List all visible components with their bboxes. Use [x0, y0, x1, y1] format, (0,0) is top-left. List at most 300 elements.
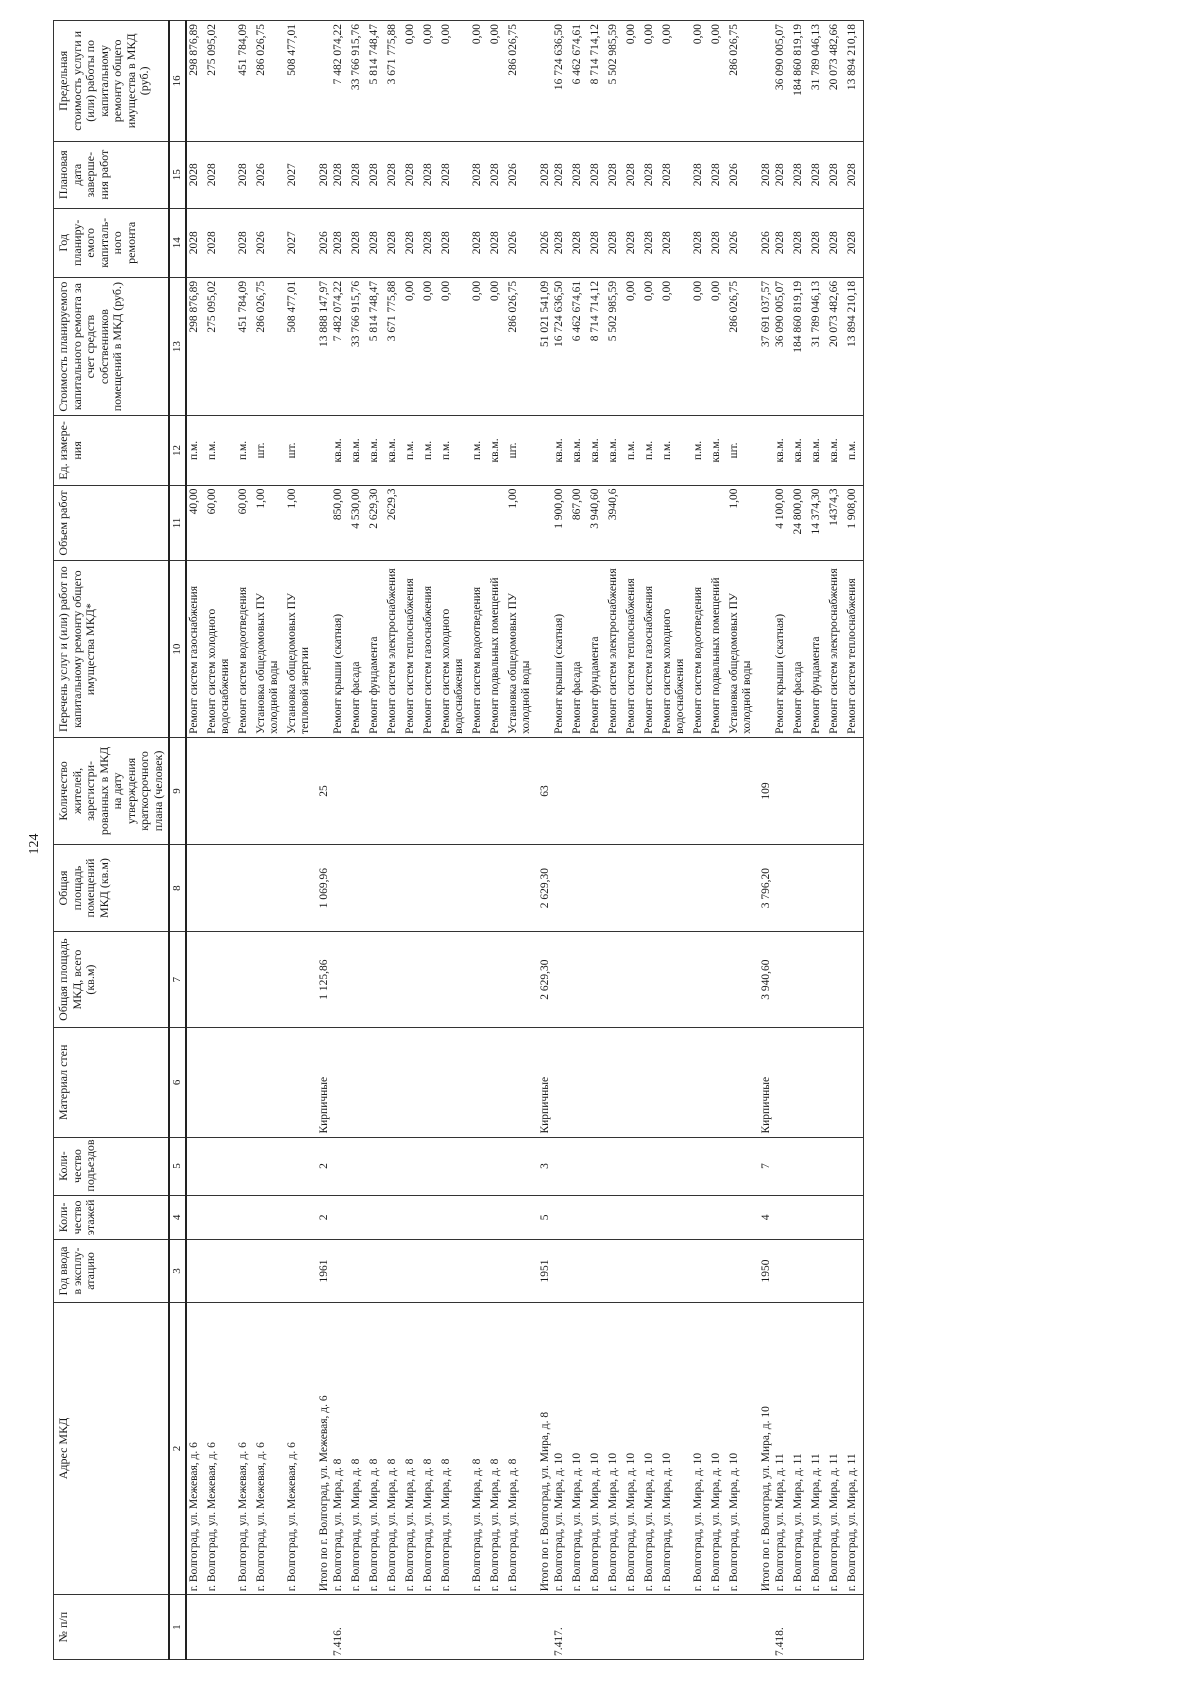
- work-type-cell: Ремонт систем водоотведения: [236, 561, 254, 737]
- work-volume-cell: [709, 485, 727, 561]
- residents-cell: [488, 737, 506, 844]
- entrances-cell: [691, 1137, 709, 1195]
- work-type-cell: Ремонт систем электроснабжения: [606, 561, 624, 737]
- residents-cell: [421, 737, 439, 844]
- premises-area-cell: [421, 845, 439, 932]
- planned-cost-cell: 33 766 915,76: [349, 277, 367, 415]
- total-area-cell: [439, 932, 470, 1028]
- completion-date-cell: 2028: [439, 141, 470, 208]
- max-cost-cell: 0,00: [403, 21, 421, 142]
- residents-cell: [205, 737, 236, 844]
- address-cell: г. Волгоград, ул. Межевая, д. 6: [205, 1302, 236, 1595]
- row-number-cell: 7.416.: [331, 1595, 349, 1660]
- unit-cell: п.м.: [660, 416, 691, 485]
- planned-cost-cell: 0,00: [439, 277, 470, 415]
- planned-year-cell: 2028: [570, 208, 588, 277]
- completion-date-cell: 2028: [758, 141, 773, 208]
- entrances-cell: [552, 1137, 570, 1195]
- planned-cost-cell: 31 789 046,13: [809, 277, 827, 415]
- total-area-cell: [186, 932, 205, 1028]
- work-volume-cell: [403, 485, 421, 561]
- address-cell: г. Волгоград, ул. Мира, д. 11: [773, 1302, 791, 1595]
- entrances-cell: [403, 1137, 421, 1195]
- entrances-cell: [506, 1137, 537, 1195]
- entrances-cell: 3: [537, 1137, 552, 1195]
- premises-area-cell: [367, 845, 385, 932]
- table-row: [349, 21, 367, 1660]
- entrances-cell: [606, 1137, 624, 1195]
- total-area-cell: [403, 932, 421, 1028]
- address-cell: г. Волгоград, ул. Мира, д. 8: [367, 1302, 385, 1595]
- entrances-cell: [709, 1137, 727, 1195]
- unit-cell: кв.м.: [488, 416, 506, 485]
- planned-year-cell: 2028: [791, 208, 809, 277]
- work-type-cell: [537, 561, 552, 737]
- total-area-cell: [331, 932, 349, 1028]
- residents-cell: [331, 737, 349, 844]
- table-row: [403, 21, 421, 1660]
- column-number: 15: [169, 141, 186, 208]
- address-cell: г. Волгоград, ул. Мира, д. 8: [331, 1302, 349, 1595]
- wall-material-cell: [606, 1028, 624, 1137]
- entrances-cell: [236, 1137, 254, 1195]
- column-number: 16: [169, 21, 186, 142]
- max-cost-cell: 286 026,75: [506, 21, 537, 142]
- work-volume-cell: 1,00: [254, 485, 285, 561]
- completion-date-cell: 2026: [254, 141, 285, 208]
- unit-cell: кв.м.: [331, 416, 349, 485]
- table-row: [488, 21, 506, 1660]
- work-type-cell: [758, 561, 773, 737]
- year-built-cell: [691, 1240, 709, 1303]
- row-number-cell: 7.417.: [552, 1595, 570, 1660]
- address-cell: г. Волгоград, ул. Мира, д. 11: [809, 1302, 827, 1595]
- work-type-cell: Ремонт систем холодного водоснабжения: [660, 561, 691, 737]
- max-cost-cell: 13 894 210,18: [845, 21, 864, 142]
- entrances-cell: [470, 1137, 488, 1195]
- work-volume-cell: [421, 485, 439, 561]
- unit-cell: кв.м.: [552, 416, 570, 485]
- planned-year-cell: 2028: [809, 208, 827, 277]
- premises-area-cell: [809, 845, 827, 932]
- table-row: [809, 21, 827, 1660]
- work-type-cell: Установка общедомовых ПУ тепловой энергии: [285, 561, 316, 737]
- planned-cost-cell: 0,00: [642, 277, 660, 415]
- address-cell: г. Волгоград, ул. Мира, д. 8: [470, 1302, 488, 1595]
- completion-date-cell: 2028: [421, 141, 439, 208]
- max-cost-cell: 0,00: [470, 21, 488, 142]
- wall-material-cell: [470, 1028, 488, 1137]
- work-volume-cell: 850,00: [331, 485, 349, 561]
- planned-cost-cell: 508 477,01: [285, 277, 316, 415]
- work-volume-cell: [439, 485, 470, 561]
- max-cost-cell: 0,00: [709, 21, 727, 142]
- row-number-cell: [470, 1595, 488, 1660]
- planned-year-cell: 2027: [285, 208, 316, 277]
- planned-cost-cell: 286 026,75: [727, 277, 758, 415]
- work-volume-cell: 4 530,00: [349, 485, 367, 561]
- planned-year-cell: 2026: [506, 208, 537, 277]
- total-area-cell: [691, 932, 709, 1028]
- premises-area-cell: [385, 845, 403, 932]
- work-volume-cell: 867,00: [570, 485, 588, 561]
- work-volume-cell: 2 629,30: [367, 485, 385, 561]
- total-area-cell: [827, 932, 845, 1028]
- planned-cost-cell: 8 714 714,12: [588, 277, 606, 415]
- work-volume-cell: [660, 485, 691, 561]
- premises-area-cell: [791, 845, 809, 932]
- year-built-cell: [570, 1240, 588, 1303]
- year-built-cell: 1950: [758, 1240, 773, 1303]
- total-area-cell: [552, 932, 570, 1028]
- floors-cell: [186, 1195, 205, 1240]
- completion-date-cell: 2028: [588, 141, 606, 208]
- planned-year-cell: 2026: [758, 208, 773, 277]
- address-cell: г. Волгоград, ул. Мира, д. 8: [385, 1302, 403, 1595]
- header-cell: Плановая дата заверше-ния работ: [54, 141, 170, 208]
- residents-cell: [606, 737, 624, 844]
- unit-cell: кв.м.: [588, 416, 606, 485]
- entrances-cell: [773, 1137, 791, 1195]
- year-built-cell: [606, 1240, 624, 1303]
- premises-area-cell: [691, 845, 709, 932]
- completion-date-cell: 2028: [349, 141, 367, 208]
- column-number: 1: [169, 1595, 186, 1660]
- header-cell: Коли-чество подъездов: [54, 1137, 170, 1195]
- floors-cell: [606, 1195, 624, 1240]
- work-volume-cell: [758, 485, 773, 561]
- planned-year-cell: 2028: [660, 208, 691, 277]
- premises-area-cell: [709, 845, 727, 932]
- entrances-cell: [254, 1137, 285, 1195]
- wall-material-cell: [588, 1028, 606, 1137]
- floors-cell: [570, 1195, 588, 1240]
- wall-material-cell: [773, 1028, 791, 1137]
- premises-area-cell: [470, 845, 488, 932]
- wall-material-cell: [727, 1028, 758, 1137]
- completion-date-cell: 2028: [403, 141, 421, 208]
- floors-cell: [624, 1195, 642, 1240]
- planned-cost-cell: 51 021 541,09: [537, 277, 552, 415]
- total-area-cell: [205, 932, 236, 1028]
- completion-date-cell: 2028: [367, 141, 385, 208]
- planned-cost-cell: 5 502 985,59: [606, 277, 624, 415]
- max-cost-cell: 0,00: [624, 21, 642, 142]
- entrances-cell: [367, 1137, 385, 1195]
- premises-area-cell: [439, 845, 470, 932]
- residents-cell: [254, 737, 285, 844]
- work-volume-cell: 1 908,00: [845, 485, 864, 561]
- floors-cell: [506, 1195, 537, 1240]
- unit-cell: [537, 416, 552, 485]
- floors-cell: [403, 1195, 421, 1240]
- row-number-cell: [845, 1595, 864, 1660]
- planned-year-cell: 2028: [331, 208, 349, 277]
- row-number-cell: [624, 1595, 642, 1660]
- floors-cell: [642, 1195, 660, 1240]
- total-row: [316, 21, 331, 1660]
- work-type-cell: Ремонт фасада: [791, 561, 809, 737]
- year-built-cell: [254, 1240, 285, 1303]
- header-cell: Материал стен: [54, 1028, 170, 1137]
- work-type-cell: Ремонт систем холодного водоснабжения: [205, 561, 236, 737]
- year-built-cell: [642, 1240, 660, 1303]
- work-volume-cell: 1,00: [285, 485, 316, 561]
- floors-cell: [349, 1195, 367, 1240]
- residents-cell: [385, 737, 403, 844]
- entrances-cell: [791, 1137, 809, 1195]
- residents-cell: [624, 737, 642, 844]
- table-row: [642, 21, 660, 1660]
- premises-area-cell: [254, 845, 285, 932]
- table-row: [421, 21, 439, 1660]
- table-row: [827, 21, 845, 1660]
- address-cell: г. Волгоград, ул. Мира, д. 11: [845, 1302, 864, 1595]
- year-built-cell: [236, 1240, 254, 1303]
- header-cell: Перечень услуг и (или) работ по капитальному ремонту общего имущества МКД*: [54, 561, 170, 737]
- table-row: [709, 21, 727, 1660]
- max-cost-cell: 7 482 074,22: [331, 21, 349, 142]
- column-number: 8: [169, 845, 186, 932]
- column-number: 2: [169, 1302, 186, 1595]
- max-cost-cell: 31 789 046,13: [809, 21, 827, 142]
- completion-date-cell: 2028: [331, 141, 349, 208]
- address-cell: г. Волгоград, ул. Межевая, д. 6: [254, 1302, 285, 1595]
- address-cell: г. Волгоград, ул. Мира, д. 11: [827, 1302, 845, 1595]
- residents-cell: 63: [537, 737, 552, 844]
- work-type-cell: Ремонт фасада: [570, 561, 588, 737]
- unit-cell: п.м.: [439, 416, 470, 485]
- unit-cell: шт.: [285, 416, 316, 485]
- header-row: [54, 21, 170, 1660]
- completion-date-cell: 2028: [552, 141, 570, 208]
- total-area-cell: [606, 932, 624, 1028]
- residents-cell: 25: [316, 737, 331, 844]
- entrances-cell: [186, 1137, 205, 1195]
- entrances-cell: [439, 1137, 470, 1195]
- row-number-cell: [488, 1595, 506, 1660]
- entrances-cell: [624, 1137, 642, 1195]
- total-area-cell: [421, 932, 439, 1028]
- wall-material-cell: [691, 1028, 709, 1137]
- total-row: [537, 21, 552, 1660]
- unit-cell: кв.м.: [570, 416, 588, 485]
- max-cost-cell: 184 860 819,19: [791, 21, 809, 142]
- premises-area-cell: [349, 845, 367, 932]
- residents-cell: [470, 737, 488, 844]
- work-type-cell: Ремонт систем газоснабжения: [186, 561, 205, 737]
- max-cost-cell: [316, 21, 331, 142]
- total-area-cell: [506, 932, 537, 1028]
- premises-area-cell: [205, 845, 236, 932]
- header-cell: Стоимость планируемого капитального ремонта за счет средств собственников помещений в МКД (руб.): [54, 277, 170, 415]
- completion-date-cell: 2028: [236, 141, 254, 208]
- year-built-cell: 1951: [537, 1240, 552, 1303]
- completion-date-cell: 2028: [316, 141, 331, 208]
- address-cell: г. Волгоград, ул. Мира, д. 8: [506, 1302, 537, 1595]
- entrances-cell: [660, 1137, 691, 1195]
- entrances-cell: 7: [758, 1137, 773, 1195]
- work-type-cell: Ремонт систем электроснабжения: [827, 561, 845, 737]
- row-number-cell: [421, 1595, 439, 1660]
- unit-cell: п.м.: [691, 416, 709, 485]
- header-cell: Ед. измере-ния: [54, 416, 170, 485]
- max-cost-cell: 0,00: [439, 21, 470, 142]
- premises-area-cell: [186, 845, 205, 932]
- work-volume-cell: 40,00: [186, 485, 205, 561]
- address-cell: г. Волгоград, ул. Мира, д. 10: [624, 1302, 642, 1595]
- work-volume-cell: 14374,3: [827, 485, 845, 561]
- residents-cell: [827, 737, 845, 844]
- row-number-cell: [709, 1595, 727, 1660]
- premises-area-cell: [285, 845, 316, 932]
- completion-date-cell: 2027: [285, 141, 316, 208]
- planned-cost-cell: 451 784,09: [236, 277, 254, 415]
- row-number-cell: [367, 1595, 385, 1660]
- year-built-cell: [285, 1240, 316, 1303]
- floors-cell: 2: [316, 1195, 331, 1240]
- total-area-cell: [470, 932, 488, 1028]
- floors-cell: [845, 1195, 864, 1240]
- wall-material-cell: [488, 1028, 506, 1137]
- premises-area-cell: [588, 845, 606, 932]
- wall-material-cell: [506, 1028, 537, 1137]
- work-volume-cell: [488, 485, 506, 561]
- max-cost-cell: 286 026,75: [254, 21, 285, 142]
- table-row: [570, 21, 588, 1660]
- premises-area-cell: [727, 845, 758, 932]
- table-row: [606, 21, 624, 1660]
- floors-cell: [285, 1195, 316, 1240]
- total-area-cell: [791, 932, 809, 1028]
- completion-date-cell: 2028: [537, 141, 552, 208]
- entrances-cell: [588, 1137, 606, 1195]
- table-row: [660, 21, 691, 1660]
- wall-material-cell: [254, 1028, 285, 1137]
- unit-cell: кв.м.: [367, 416, 385, 485]
- planned-cost-cell: 298 876,89: [186, 277, 205, 415]
- wall-material-cell: [827, 1028, 845, 1137]
- work-type-cell: Ремонт крыши (скатная): [552, 561, 570, 737]
- table-row: [470, 21, 488, 1660]
- floors-cell: [588, 1195, 606, 1240]
- planned-year-cell: 2028: [186, 208, 205, 277]
- completion-date-cell: 2028: [606, 141, 624, 208]
- floors-cell: 5: [537, 1195, 552, 1240]
- planned-year-cell: 2026: [316, 208, 331, 277]
- residents-cell: [642, 737, 660, 844]
- rotated-page: [53, 20, 1193, 1660]
- header-cell: Общая площадь МКД, всего (кв.м): [54, 932, 170, 1028]
- year-built-cell: [809, 1240, 827, 1303]
- work-type-cell: Ремонт систем теплоснабжения: [845, 561, 864, 737]
- floors-cell: [205, 1195, 236, 1240]
- year-built-cell: [186, 1240, 205, 1303]
- residents-cell: [506, 737, 537, 844]
- entrances-cell: [570, 1137, 588, 1195]
- unit-cell: кв.м.: [791, 416, 809, 485]
- work-volume-cell: 14 374,30: [809, 485, 827, 561]
- wall-material-cell: [349, 1028, 367, 1137]
- completion-date-cell: 2028: [385, 141, 403, 208]
- completion-date-cell: 2028: [624, 141, 642, 208]
- work-volume-cell: [316, 485, 331, 561]
- address-cell: Итого по г. Волгоград, ул. Мира, д. 8: [537, 1302, 552, 1595]
- premises-area-cell: 3 796,20: [758, 845, 773, 932]
- column-number: 11: [169, 485, 186, 561]
- planned-cost-cell: 7 482 074,22: [331, 277, 349, 415]
- floors-cell: [421, 1195, 439, 1240]
- wall-material-cell: [385, 1028, 403, 1137]
- planned-year-cell: 2028: [385, 208, 403, 277]
- residents-cell: [236, 737, 254, 844]
- header-cell: Год ввода в эксплу-атацию: [54, 1240, 170, 1303]
- table-row: [186, 21, 205, 1660]
- planned-cost-cell: 5 814 748,47: [367, 277, 385, 415]
- address-cell: г. Волгоград, ул. Мира, д. 10: [552, 1302, 570, 1595]
- planned-cost-cell: 184 860 819,19: [791, 277, 809, 415]
- table-row: [624, 21, 642, 1660]
- planned-cost-cell: 0,00: [403, 277, 421, 415]
- max-cost-cell: 16 724 636,50: [552, 21, 570, 142]
- completion-date-cell: 2028: [791, 141, 809, 208]
- year-built-cell: [205, 1240, 236, 1303]
- completion-date-cell: 2028: [709, 141, 727, 208]
- max-cost-cell: 0,00: [642, 21, 660, 142]
- wall-material-cell: [439, 1028, 470, 1137]
- total-area-cell: [285, 932, 316, 1028]
- table-row: [367, 21, 385, 1660]
- planned-year-cell: 2028: [773, 208, 791, 277]
- wall-material-cell: [205, 1028, 236, 1137]
- work-type-cell: Установка общедомовых ПУ холодной воды: [506, 561, 537, 737]
- total-area-cell: 3 940,60: [758, 932, 773, 1028]
- work-type-cell: Ремонт подвальных помещений: [488, 561, 506, 737]
- planned-year-cell: 2028: [588, 208, 606, 277]
- column-number: 3: [169, 1240, 186, 1303]
- wall-material-cell: [236, 1028, 254, 1137]
- work-type-cell: Ремонт систем теплоснабжения: [624, 561, 642, 737]
- work-volume-cell: [624, 485, 642, 561]
- max-cost-cell: [758, 21, 773, 142]
- completion-date-cell: 2028: [809, 141, 827, 208]
- column-number: 7: [169, 932, 186, 1028]
- row-number-cell: [809, 1595, 827, 1660]
- max-cost-cell: 298 876,89: [186, 21, 205, 142]
- work-volume-cell: 1 900,00: [552, 485, 570, 561]
- wall-material-cell: [660, 1028, 691, 1137]
- row-number-cell: [570, 1595, 588, 1660]
- unit-cell: шт.: [254, 416, 285, 485]
- work-volume-cell: 60,00: [236, 485, 254, 561]
- max-cost-cell: 33 766 915,76: [349, 21, 367, 142]
- table-row: [254, 21, 285, 1660]
- row-number-cell: [236, 1595, 254, 1660]
- premises-area-cell: [570, 845, 588, 932]
- max-cost-cell: 3 671 775,88: [385, 21, 403, 142]
- max-cost-cell: 36 090 005,07: [773, 21, 791, 142]
- year-built-cell: [506, 1240, 537, 1303]
- residents-cell: [660, 737, 691, 844]
- repair-plan-table: [53, 20, 864, 1660]
- column-number: 12: [169, 416, 186, 485]
- header-cell: Предельная стоимость услуги и (или) работы по капитальному ремонту общего имущества в МКД (руб.): [54, 21, 170, 142]
- floors-cell: [791, 1195, 809, 1240]
- planned-year-cell: 2028: [439, 208, 470, 277]
- wall-material-cell: [186, 1028, 205, 1137]
- premises-area-cell: [773, 845, 791, 932]
- work-type-cell: Ремонт крыши (скатная): [331, 561, 349, 737]
